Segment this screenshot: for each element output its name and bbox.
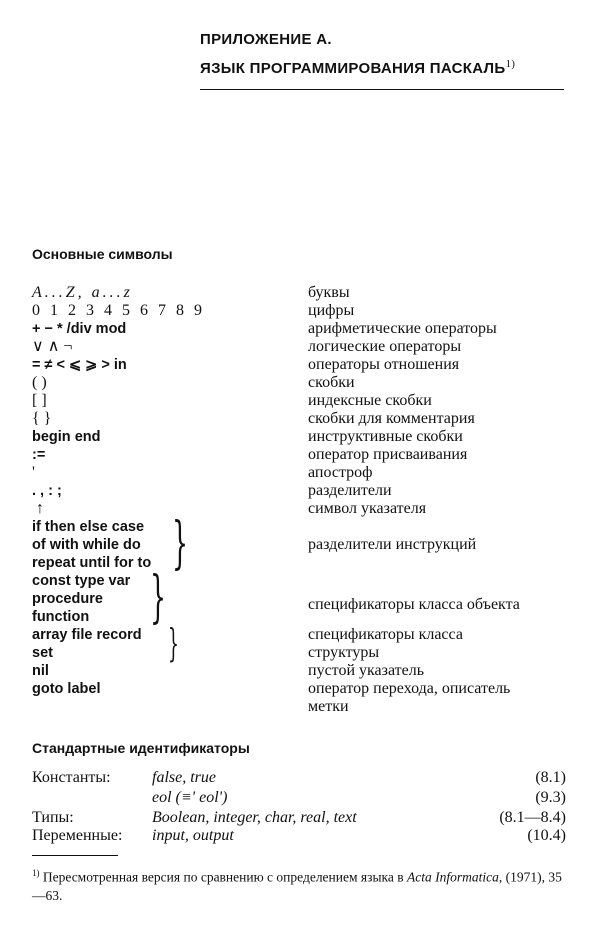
symbol-row [32,626,572,644]
symbol-description: метки [308,698,349,715]
symbol-text: set [32,645,53,661]
section-reference: (9.3) [535,789,566,806]
symbol-row [32,572,572,590]
symbol-row [32,482,572,500]
symbol-text: begin end [32,429,101,445]
symbol-text: goto label [32,681,101,697]
symbol-row [32,446,572,464]
symbol-description: инструктивные скобки [308,428,463,445]
symbol-row [32,302,572,320]
section-reference: (10.4) [527,827,566,844]
symbol-description: скобки для комментария [308,410,475,427]
symbol-text: ∨ ∧ ¬ [32,338,73,355]
symbol-description: скобки [308,374,355,391]
arrow-up-icon: ↑ [36,500,44,517]
identifier-label: Константы: [32,769,111,786]
symbol-row [32,356,572,374]
symbol-text: . , : ; [32,483,62,499]
symbol-row [32,464,572,482]
appendix-subtitle-text: ЯЗЫК ПРОГРАММИРОВАНИЯ ПАСКАЛЬ [200,60,506,77]
symbol-description: операторы отношения [308,356,460,373]
symbol-row [32,500,572,518]
symbol-row [32,536,572,554]
right-brace-icon: } [172,511,189,576]
symbol-text: procedure [32,591,103,607]
symbol-description: апостроф [308,464,373,481]
footnote-text: Пересмотренная версия по сравнению с определением языка в [39,869,407,885]
right-brace-icon: } [150,565,167,630]
footnote-journal: Acta Informatica [407,869,499,885]
symbol-text: { } [32,410,52,427]
symbol-text: array file record [32,627,142,643]
symbol-row [32,320,572,338]
symbol-row [32,392,572,410]
symbol-text: A...Z, a...z [32,284,133,301]
symbol-row [32,554,572,572]
footnote-rule [32,855,118,856]
identifier-label: Переменные: [32,827,123,844]
symbol-text: := [32,447,46,463]
identifier-value: input, output [152,827,234,844]
symbol-text: [ ] [32,392,47,409]
identifier-row [32,826,566,846]
symbol-row [32,518,572,536]
symbol-row [32,428,572,446]
symbol-description: логические операторы [308,338,462,355]
footnote-reference[interactable]: 1) [505,58,516,70]
section-reference: (8.1—8.4) [499,809,566,826]
appendix-title: ПРИЛОЖЕНИЕ А. [200,31,332,48]
symbol-row [32,410,572,428]
symbol-text: = ≠ < ⩽ ⩾ > in [32,357,127,373]
symbol-row [32,698,572,716]
identifier-value: Boolean, integer, char, real, text [152,809,357,826]
identifier-value: false, true [152,769,216,786]
section-reference: (8.1) [535,769,566,786]
symbol-text: ' [32,464,35,481]
symbol-text: 0 1 2 3 4 5 6 7 8 9 [32,302,205,319]
symbol-description: пустой указатель [308,662,425,679]
identifier-value: eol (≡' eol') [152,789,228,806]
identifier-label: Типы: [32,809,74,826]
identifier-row [32,768,566,788]
symbol-row [32,680,572,698]
symbol-description: буквы [308,284,350,301]
symbol-text: repeat until for to [32,555,152,571]
symbol-description: спецификаторы класса объекта [308,596,520,613]
symbol-description: символ указателя [308,500,427,517]
right-brace-icon: } [168,621,179,665]
symbol-row [32,338,572,356]
identifier-row [32,788,566,808]
symbol-text: + − * /div mod [32,321,127,337]
symbol-text: function [32,609,90,625]
symbol-row [32,662,572,680]
symbol-description: спецификаторы класса [308,626,463,643]
identifier-row [32,808,566,828]
footnote-mark: 1) [32,868,40,878]
basic-symbols-heading: Основные символы [32,246,173,262]
footnote [32,864,568,905]
symbol-description: структуры [308,644,380,661]
symbol-description: индексные скобки [308,392,432,409]
symbol-description: оператор присваивания [308,446,468,463]
symbol-description: разделители инструкций [308,536,477,553]
symbol-row [32,374,572,392]
symbol-description: цифры [308,302,355,319]
standard-identifiers-heading: Стандартные идентификаторы [32,740,250,756]
footnote-citation: , (1971), 35—63. [32,869,562,903]
symbol-text: const type var [32,573,131,589]
symbol-description: арифметические операторы [308,320,497,337]
symbol-row [32,284,572,302]
symbol-text: if then else case [32,519,145,535]
header-rule [200,89,564,90]
symbol-description: разделители [308,482,392,499]
symbol-row [32,644,572,662]
symbol-text: of with while do [32,537,141,553]
page-header [200,28,515,81]
symbol-text: ( ) [32,374,47,391]
symbol-description: оператор перехода, описатель [308,680,511,697]
appendix-subtitle [200,52,515,81]
symbol-text: nil [32,663,49,679]
